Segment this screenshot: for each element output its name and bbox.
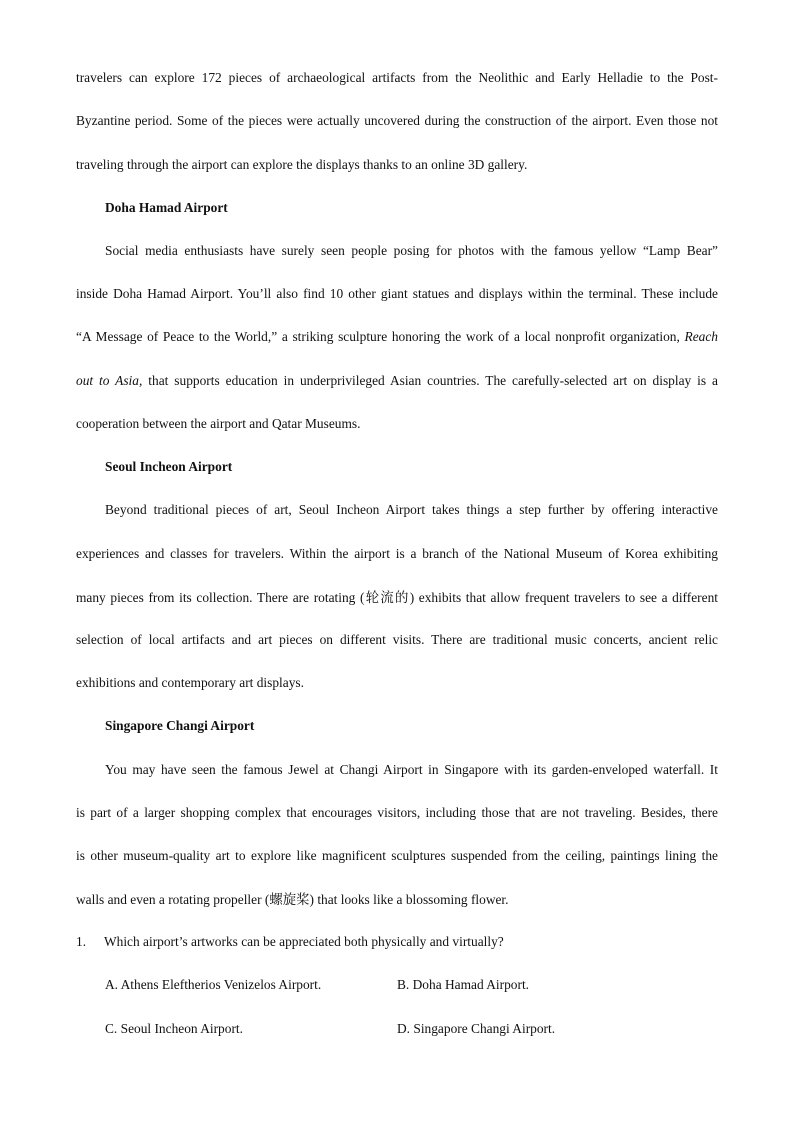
italic-org-name: out to Asia — [76, 373, 139, 388]
paragraph-text: “A Message of Peace to the World,” a striking sculpture honoring the work of a local nonprofit organization, — [76, 329, 680, 344]
paragraph-text: , that supports education in underprivileged Asian countries. The carefully-selected art on display is a — [138, 373, 718, 388]
section-heading-singapore: Singapore Changi Airport — [105, 718, 255, 733]
paragraph-line — [76, 328, 718, 346]
paragraph-line: is part of a larger shopping complex that encourages visitors, including those that are not traveling. Besides, there — [76, 805, 718, 820]
answer-option-b[interactable]: B. Doha Hamad Airport. — [397, 977, 530, 992]
question-1 — [76, 933, 718, 951]
answer-option-d[interactable]: D. Singapore Changi Airport. — [397, 1021, 556, 1036]
paragraph-line: travelers can explore 172 pieces of archaeological artifacts from the Neolithic and Early Helladie to the Post- — [76, 70, 718, 85]
paragraph-line: cooperation between the airport and Qatar Museums. — [76, 416, 361, 431]
question-number: 1. — [76, 934, 87, 949]
section-heading-seoul: Seoul Incheon Airport — [105, 459, 233, 474]
paragraph-line: Byzantine period. Some of the pieces were actually uncovered during the construction of the airport. Even those not — [76, 113, 718, 128]
question-text: Which airport’s artworks can be appreciated both physically and virtually? — [104, 934, 504, 949]
paragraph-line: exhibitions and contemporary art displays. — [76, 675, 304, 690]
paragraph-line: is other museum-quality art to explore like magnificent sculptures suspended from the ceiling, paintings lining the — [76, 848, 718, 863]
paragraph-line: selection of local artifacts and art pieces on different visits. There are traditional music concerts, ancient relic — [76, 632, 718, 647]
paragraph-line: inside Doha Hamad Airport. You’ll also find 10 other giant statues and displays within the terminal. These include — [76, 286, 718, 301]
answer-option-a[interactable]: A. Athens Eleftherios Venizelos Airport. — [105, 977, 322, 992]
paragraph-line: many pieces from its collection. There are rotating (轮流的) exhibits that allow frequent travelers to see a different — [76, 590, 718, 605]
paragraph-line: traveling through the airport can explore the displays thanks to an online 3D gallery. — [76, 157, 528, 172]
paragraph-line — [76, 372, 718, 390]
paragraph-line: Social media enthusiasts have surely seen people posing for photos with the famous yellow “Lamp Bear” — [105, 243, 718, 258]
italic-org-name: Reach — [684, 329, 718, 344]
paragraph-line: Beyond traditional pieces of art, Seoul Incheon Airport takes things a step further by offering interactive — [105, 502, 718, 517]
answer-option-c[interactable]: C. Seoul Incheon Airport. — [105, 1021, 243, 1036]
paragraph-line: experiences and classes for travelers. Within the airport is a branch of the National Museum of Korea exhibiting — [76, 546, 718, 561]
paragraph-line: walls and even a rotating propeller (螺旋桨) that looks like a blossoming flower. — [76, 892, 509, 907]
paragraph-line: You may have seen the famous Jewel at Changi Airport in Singapore with its garden-enveloped waterfall. It — [105, 762, 718, 777]
section-heading-doha: Doha Hamad Airport — [105, 200, 228, 215]
